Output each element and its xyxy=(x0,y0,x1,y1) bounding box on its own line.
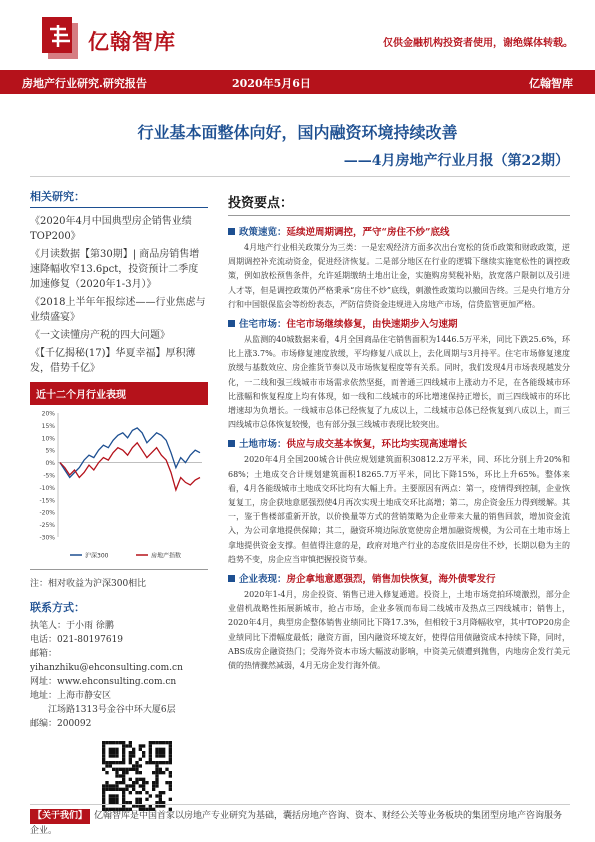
y-tick-label: 10% xyxy=(41,435,55,443)
report-bar xyxy=(0,70,595,94)
y-tick-label: -10% xyxy=(39,484,55,492)
key-point-tag: 企业表现： xyxy=(239,574,287,586)
contact-address-line2: 江场路1313号金谷中环大厦6层 xyxy=(48,705,176,715)
y-tick-label: -20% xyxy=(39,509,55,517)
related-item[interactable]: 《月读数据【第30期】| 商品房销售增速降幅收窄13.6pct，投资预计二季度加速修复（2020年1-3月）》 xyxy=(30,249,200,290)
contact-author: 执笔人：于小雨 徐鹏 xyxy=(30,621,114,631)
contact-email[interactable]: 邮箱：yihanzhiku@ehconsulting.com.cn xyxy=(30,649,183,673)
y-tick-label: -25% xyxy=(39,522,55,530)
key-point-summary: 住宅市场继续修复，由快速期步入匀速期 xyxy=(286,319,458,331)
contact-address: 地址：上海市静安区 xyxy=(30,691,112,701)
chart-svg xyxy=(30,405,208,570)
report-title: 行业基本面整体向好，国内融资环境持续改善 xyxy=(137,123,458,142)
contact-website[interactable]: 网址：www.ehconsulting.com.cn xyxy=(30,677,177,687)
key-point-text: 2020年4月全国200城合计供应规划建筑面积30812.2万平米，同、环比分别上升20%和68%；土地成交合计规划建筑面积18265.7万平米，同比下降15%，环比上升65%。整体来看，4月各能级城市土地成交环比均有大幅上升。主要原因有两点：第一，疫情得到控制，企业恢复复工，房企获地意愿强烈使4月再次实现土地成交环比高增；第二，房企资金压力得到缓解。其一，鉴于售楼部重新开放，以价换量等方式的营销策略为企业带来大量的销售回款，增加资金流入，为公司拿地提供保障；其二，融资环境边际放宽使房企增加融资规模，为公司在土地市场上拿地提供资金支撑。但值得注意的是，政府对地产行业的态度依旧是房住不炒，长期以稳为主的趋势不变，房企应当审慎把握投资节奏。 xyxy=(228,455,570,564)
related-heading: 相关研究： xyxy=(30,188,208,208)
footer xyxy=(30,804,570,839)
key-point-enterprise xyxy=(228,571,570,673)
key-point-housing xyxy=(228,316,570,432)
y-tick-label: 15% xyxy=(41,422,55,430)
disclaimer: 仅供金融机构投资者使用，谢绝媒体转载。 xyxy=(383,38,573,49)
footer-text: 亿翰智库是中国首家以房地产专业研究为基础，囊括房地产咨询、资本、财经公关等业务板块的集团型房地产咨询服务企业。 xyxy=(30,811,563,836)
bullet-icon xyxy=(228,228,235,235)
contact-postcode: 邮编：200092 xyxy=(30,719,92,729)
legend-label: 沪深300 xyxy=(85,552,109,560)
related-item[interactable]: 《一文读懂房产税的四大问题》 xyxy=(30,330,170,341)
report-category: 房地产行业研究.研究报告 xyxy=(22,77,147,90)
bullet-icon xyxy=(228,320,235,327)
chart-heading: 近十二个月行业表现 xyxy=(30,382,208,405)
header xyxy=(0,0,595,70)
chart-note: 注：相对收益为沪深300相比 xyxy=(30,579,147,589)
y-tick-label: -5% xyxy=(43,472,55,480)
series-line-1 xyxy=(60,443,200,490)
key-point-tag: 土地市场： xyxy=(239,439,287,451)
qr-code-icon xyxy=(102,741,172,811)
report-subtitle: ——4月房地产行业月报（第22期） xyxy=(343,153,569,169)
key-point-tag: 政策速览： xyxy=(239,227,287,238)
key-point-text: 4月地产行业相关政策分为三类：一是宏观经济方面多次出台宽松的货币政策和财政政策，逆周期调控补充流动资金，促进经济恢复。二是部分地区在行业的逻辑下继续实施宽松性的调控政策，例如放松预售条件，允许延期缴纳土地出让金，实施购房契税补贴，放宽落户限制以及引进人才等，但是调控政策仍严格秉承“房住不炒”底线，刺激性政策均以撤回告终。三是央行地方分行和中国银保监会等纷纷表态，严防信贷资金违规进入房地产市场，信贷监管更加严格。 xyxy=(228,243,570,309)
right-column xyxy=(228,192,570,677)
key-point-tag: 住宅市场： xyxy=(239,319,287,331)
report-date: 2020年5月6日 xyxy=(232,77,311,90)
bullet-icon xyxy=(228,440,235,447)
key-points-heading: 投资要点： xyxy=(228,192,570,216)
bullet-icon xyxy=(228,575,235,582)
key-point-summary: 房企拿地意愿强烈，销售加快恢复，海外债零发行 xyxy=(286,574,496,586)
key-point-land xyxy=(228,436,570,567)
key-point-text: 2020年1-4月，房企投资、销售已进入修复通道。投资上，土地市场竞拍环境激烈，部分企业借机战略性拓展新城市，抢占市场，企业多领而布局二线城市及热点三四线城市；销售上，2020年4月，典型房企整体销售业绩同比下降17.3%，但相较于3月降幅收窄，其中TOP20房企业绩同比下滑幅度最低；融资方面，国内融资环境友好，使得信用债融资成本持续下降，同时，ABS成房企融资热门；受海外资本市场大幅波动影响，中资美元债遭到抛售，内地房企发行美元债的热情骤然减弱，4月无房企发行海外债。 xyxy=(228,590,570,671)
related-item[interactable]: 《2020年4月中国典型房企销售业绩TOP200》 xyxy=(30,216,192,242)
title-divider xyxy=(30,176,570,177)
related-item[interactable]: 《2018上半年年报综述——行业焦虑与业绩盛宴》 xyxy=(30,297,206,323)
key-point-text: 从监测的40城数据来看，4月全国商品住宅销售面积为1446.5万平米，同比下跌25.6%，环比上涨3.7%。市场修复速度放缓，平均修复八成以上，去化周期与3月持平。住宅市场修复速度放缓与基数效应、房企推货节奏以及市场恢复程度等有关系。同时，我们发现4月市场表现越发分化，一二线和强三线城市市场需求依然坚挺，而普通三四线城市上涨动力不足，在各能级城市环比涨幅和恢复程度上均有体现，如一线和二线城市的环比增速保持正增长，而三四线城市的环比增速却为负增长。一线城市总体已经恢复了九成以上，二线城市总体已经恢复到八成以上，而三四线城市总体恢复较慢，也有部分强三线城市表现比较突出。 xyxy=(228,335,570,430)
performance-chart xyxy=(30,405,208,570)
y-tick-label: -15% xyxy=(39,497,55,505)
y-tick-label: 5% xyxy=(45,447,55,455)
series-line-0 xyxy=(60,428,200,478)
y-tick-label: 0% xyxy=(45,460,55,468)
key-point-policy xyxy=(228,224,570,312)
logo-icon xyxy=(40,15,80,59)
related-item[interactable]: 《【千亿揭秘(17)】华夏幸福】厚积薄发，借势千亿》 xyxy=(30,348,196,374)
y-tick-label: -30% xyxy=(39,534,55,542)
left-column xyxy=(30,188,208,811)
legend-label: 房地产指数 xyxy=(151,552,182,560)
footer-heading: 【关于我们】 xyxy=(30,809,90,824)
y-tick-label: 20% xyxy=(41,410,55,418)
contact-phone: 电话：021-80197619 xyxy=(30,635,124,645)
key-point-summary: 延续逆周期调控，严守“房住不炒”底线 xyxy=(286,227,450,238)
contact-heading: 联系方式： xyxy=(30,601,85,614)
related-list xyxy=(30,214,208,376)
key-point-summary: 供应与成交基本恢复，环比均实现高速增长 xyxy=(286,439,468,451)
report-brand: 亿翰智库 xyxy=(529,77,573,90)
logo-text: 亿翰智库 xyxy=(88,30,176,54)
